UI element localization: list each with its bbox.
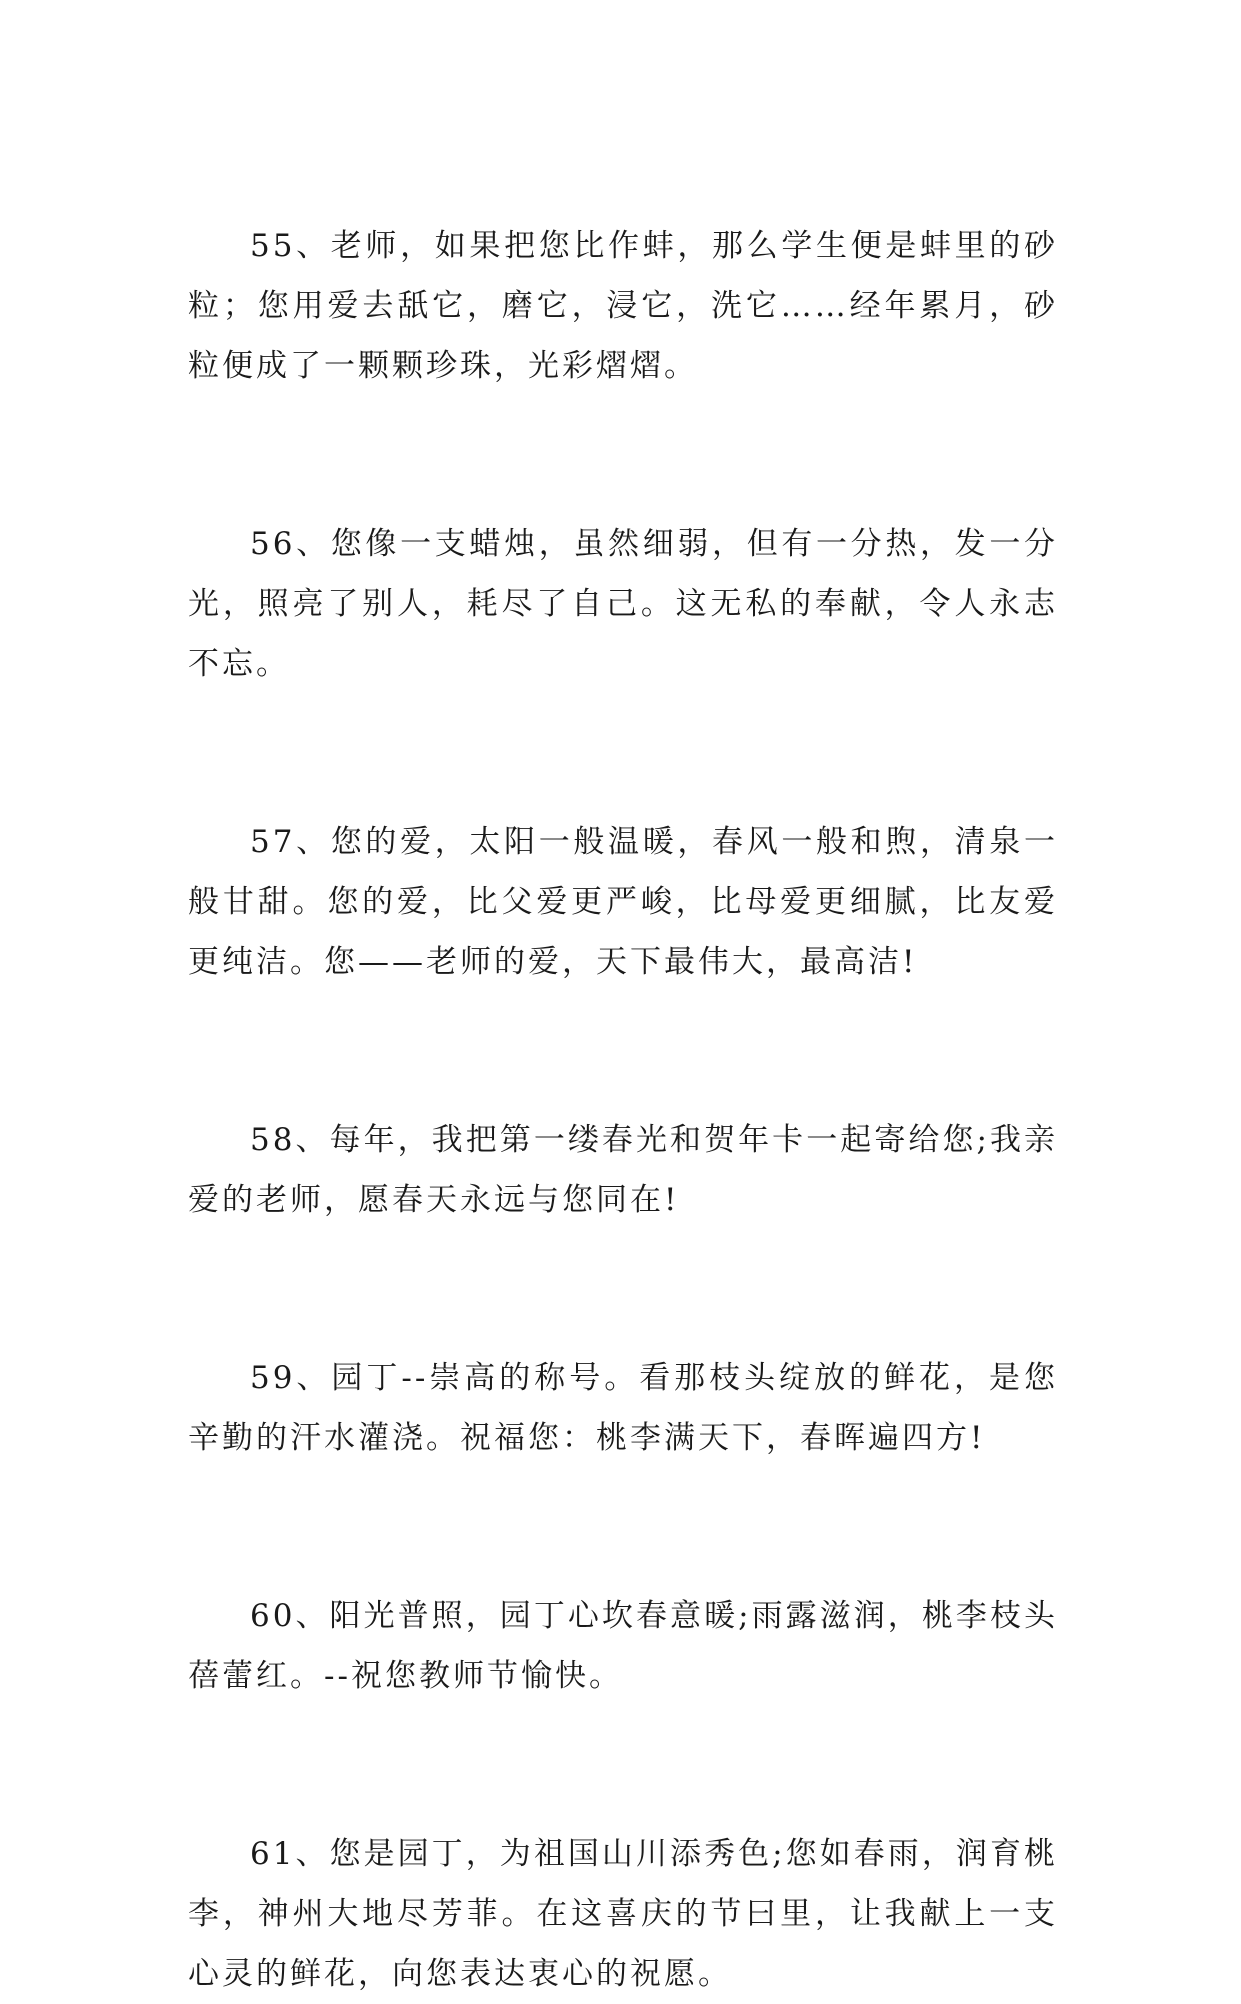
paragraph-58: 58、每年，我把第一缕春光和贺年卡一起寄给您;我亲爱的老师，愿春天永远与您同在! [188,1122,1058,1218]
paragraph-59: 59、园丁--崇高的称号。看那枝头绽放的鲜花，是您辛勤的汗水灌浇。祝福您：桃李满天下，春晖遍四方! [188,1360,1058,1456]
document-body [188,216,1058,2004]
paragraph-55: 55、老师，如果把您比作蚌，那么学生便是蚌里的砂粒；您用爱去舐它，磨它，浸它，洗它……经年累月，砂粒便成了一颗颗珍珠，光彩熠熠。 [188,228,1058,384]
paragraph-60: 60、阳光普照，园丁心坎春意暖;雨露滋润，桃李枝头蓓蕾红。--祝您教师节愉快。 [188,1598,1058,1694]
paragraph-56: 56、您像一支蜡烛，虽然细弱，但有一分热，发一分光，照亮了别人，耗尽了自己。这无私的奉献，令人永志不忘。 [188,526,1058,682]
paragraph-61: 61、您是园丁，为祖国山川添秀色;您如春雨，润育桃李，神州大地尽芳菲。在这喜庆的节曰里，让我献上一支心灵的鲜花，向您表达衷心的祝愿。 [188,1836,1058,1992]
paragraph-57: 57、您的爱，太阳一般温暖，春风一般和煦，清泉一般甘甜。您的爱，比父爱更严峻，比母爱更细腻，比友爱更纯洁。您——老师的爱，天下最伟大，最高洁! [188,824,1058,980]
